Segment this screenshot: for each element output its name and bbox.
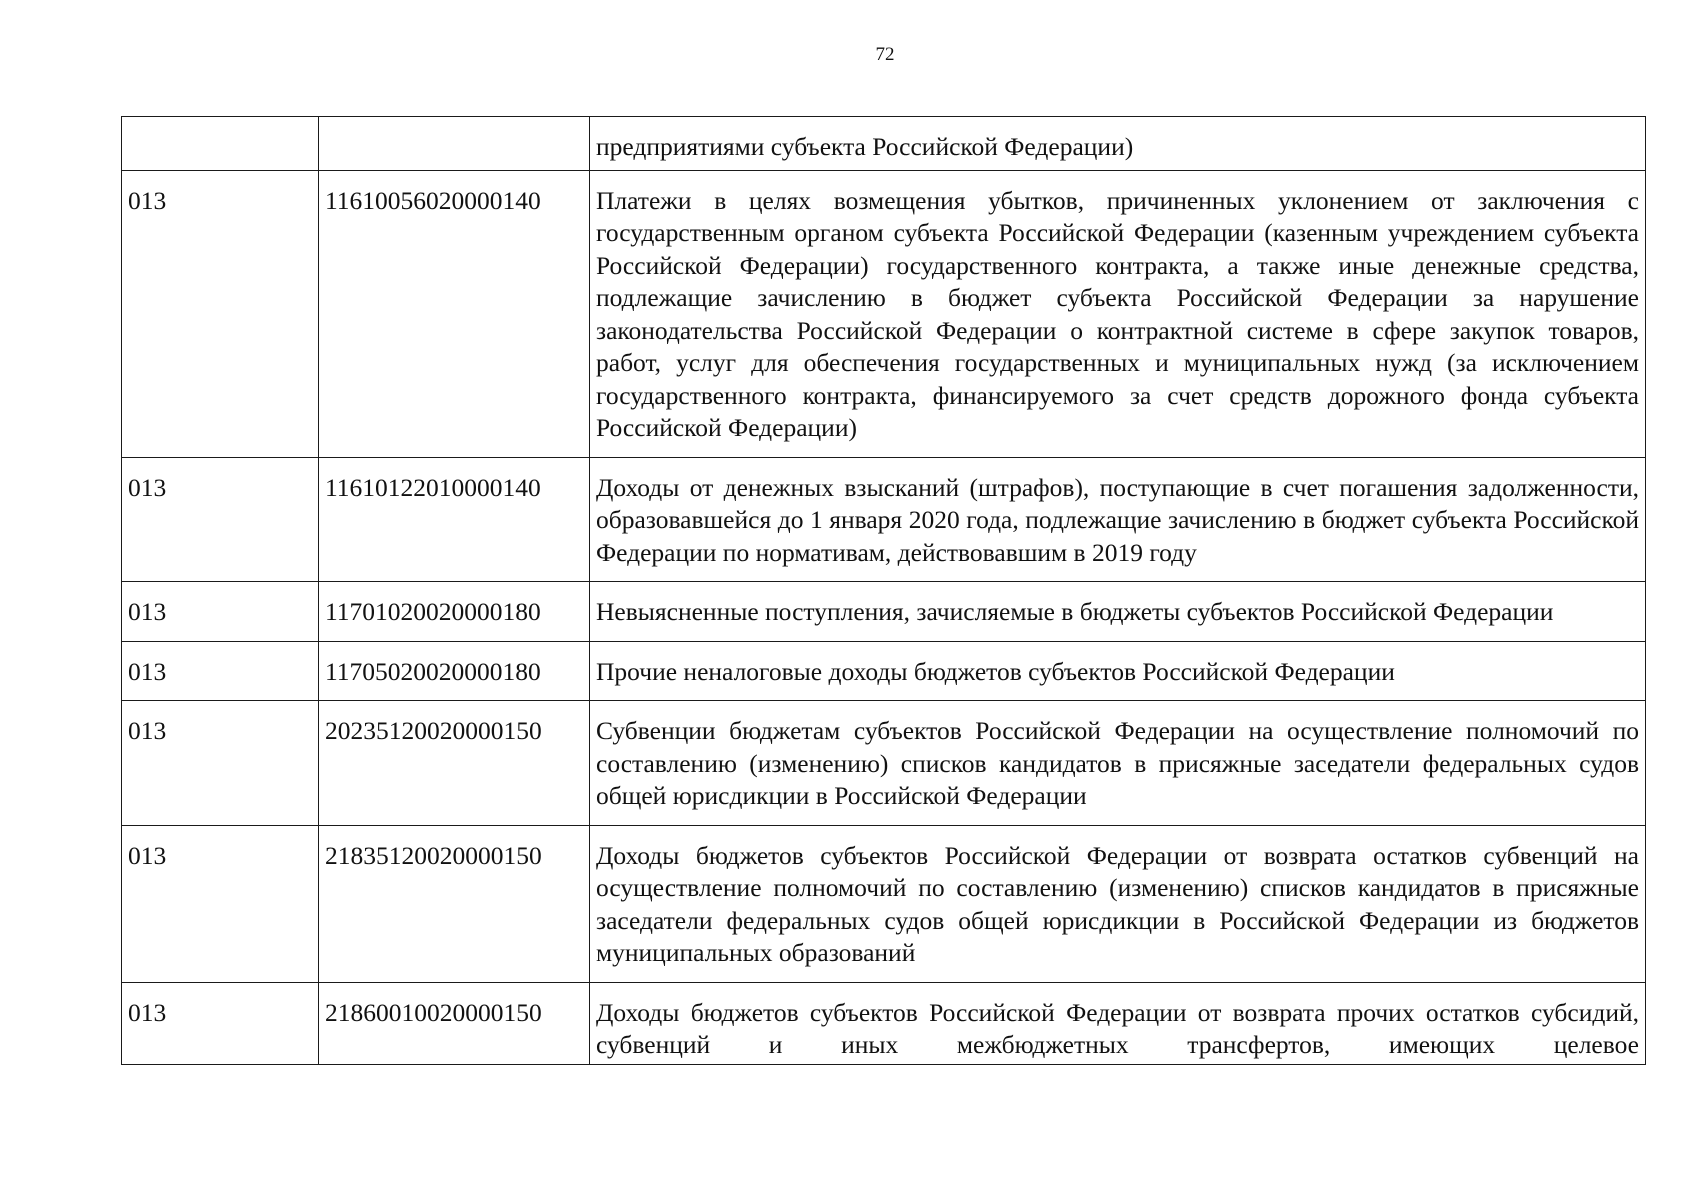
admin-code-cell: [122, 117, 319, 171]
table-row: [122, 117, 1646, 171]
table-row: [122, 982, 1646, 1064]
admin-code-cell: 013: [122, 170, 319, 457]
admin-code-cell: 013: [122, 641, 319, 701]
revenue-name-cell: Субвенции бюджетам субъектов Российской Федерации на осуществление полномочий по составлению (изменению) списков кандидатов в присяжные заседатели федеральных судов общей юрисдикции в Российской Федерации: [590, 701, 1646, 826]
kbk-code-cell: 20235120020000150: [319, 701, 590, 826]
table-row: [122, 825, 1646, 982]
revenue-name-cell: Доходы бюджетов субъектов Российской Федерации от возврата остатков субвенций на осуществление полномочий по составлению (изменению) списков кандидатов в присяжные заседатели федеральных судов общей юрисдикции в Российской Федерации из бюджетов муниципальных образований: [590, 825, 1646, 982]
admin-code-cell: 013: [122, 825, 319, 982]
admin-code-cell: 013: [122, 582, 319, 642]
admin-code-cell: 013: [122, 982, 319, 1064]
kbk-code-cell: 21860010020000150: [319, 982, 590, 1064]
table-row: [122, 457, 1646, 582]
revenue-name-cell: Платежи в целях возмещения убытков, причиненных уклонением от заключения с государственным органом субъекта Российской Федерации (казенным учреждением субъекта Российской Федерации) государственного контракта, а также иные денежные средства, подлежащие зачислению в бюджет субъекта Российской Федерации за нарушение законодательства Российской Федерации о контрактной системе в сфере закупок товаров, работ, услуг для обеспечения государственных и муниципальных нужд (за исключением государственного контракта, финансируемого за счет средств дорожного фонда субъекта Российской Федерации): [590, 170, 1646, 457]
kbk-code-cell: 11705020020000180: [319, 641, 590, 701]
kbk-code-cell: 11610056020000140: [319, 170, 590, 457]
revenue-codes-table: [121, 116, 1646, 1065]
admin-code-cell: 013: [122, 457, 319, 582]
admin-code-cell: 013: [122, 701, 319, 826]
revenue-name-cell: предприятиями субъекта Российской Федерации): [590, 117, 1646, 171]
revenue-name-cell: Невыясненные поступления, зачисляемые в бюджеты субъектов Российской Федерации: [590, 582, 1646, 642]
table-row: [122, 170, 1646, 457]
revenue-name-cell: Доходы от денежных взысканий (штрафов), поступающие в счет погашения задолженности, образовавшейся до 1 января 2020 года, подлежащие зачислению в бюджет субъекта Российской Федерации по нормативам, действовавшим в 2019 году: [590, 457, 1646, 582]
page-number: 72: [875, 44, 895, 65]
kbk-code-cell: [319, 117, 590, 171]
revenue-name-cell: Прочие неналоговые доходы бюджетов субъектов Российской Федерации: [590, 641, 1646, 701]
table-row: [122, 701, 1646, 826]
kbk-code-cell: 11701020020000180: [319, 582, 590, 642]
table-row: [122, 641, 1646, 701]
table-row: [122, 582, 1646, 642]
kbk-code-cell: 11610122010000140: [319, 457, 590, 582]
kbk-code-cell: 21835120020000150: [319, 825, 590, 982]
revenue-name-cell: Доходы бюджетов субъектов Российской Федерации от возврата прочих остатков субсидий, субвенций и иных межбюджетных трансфертов, имеющих целевое: [590, 982, 1646, 1064]
